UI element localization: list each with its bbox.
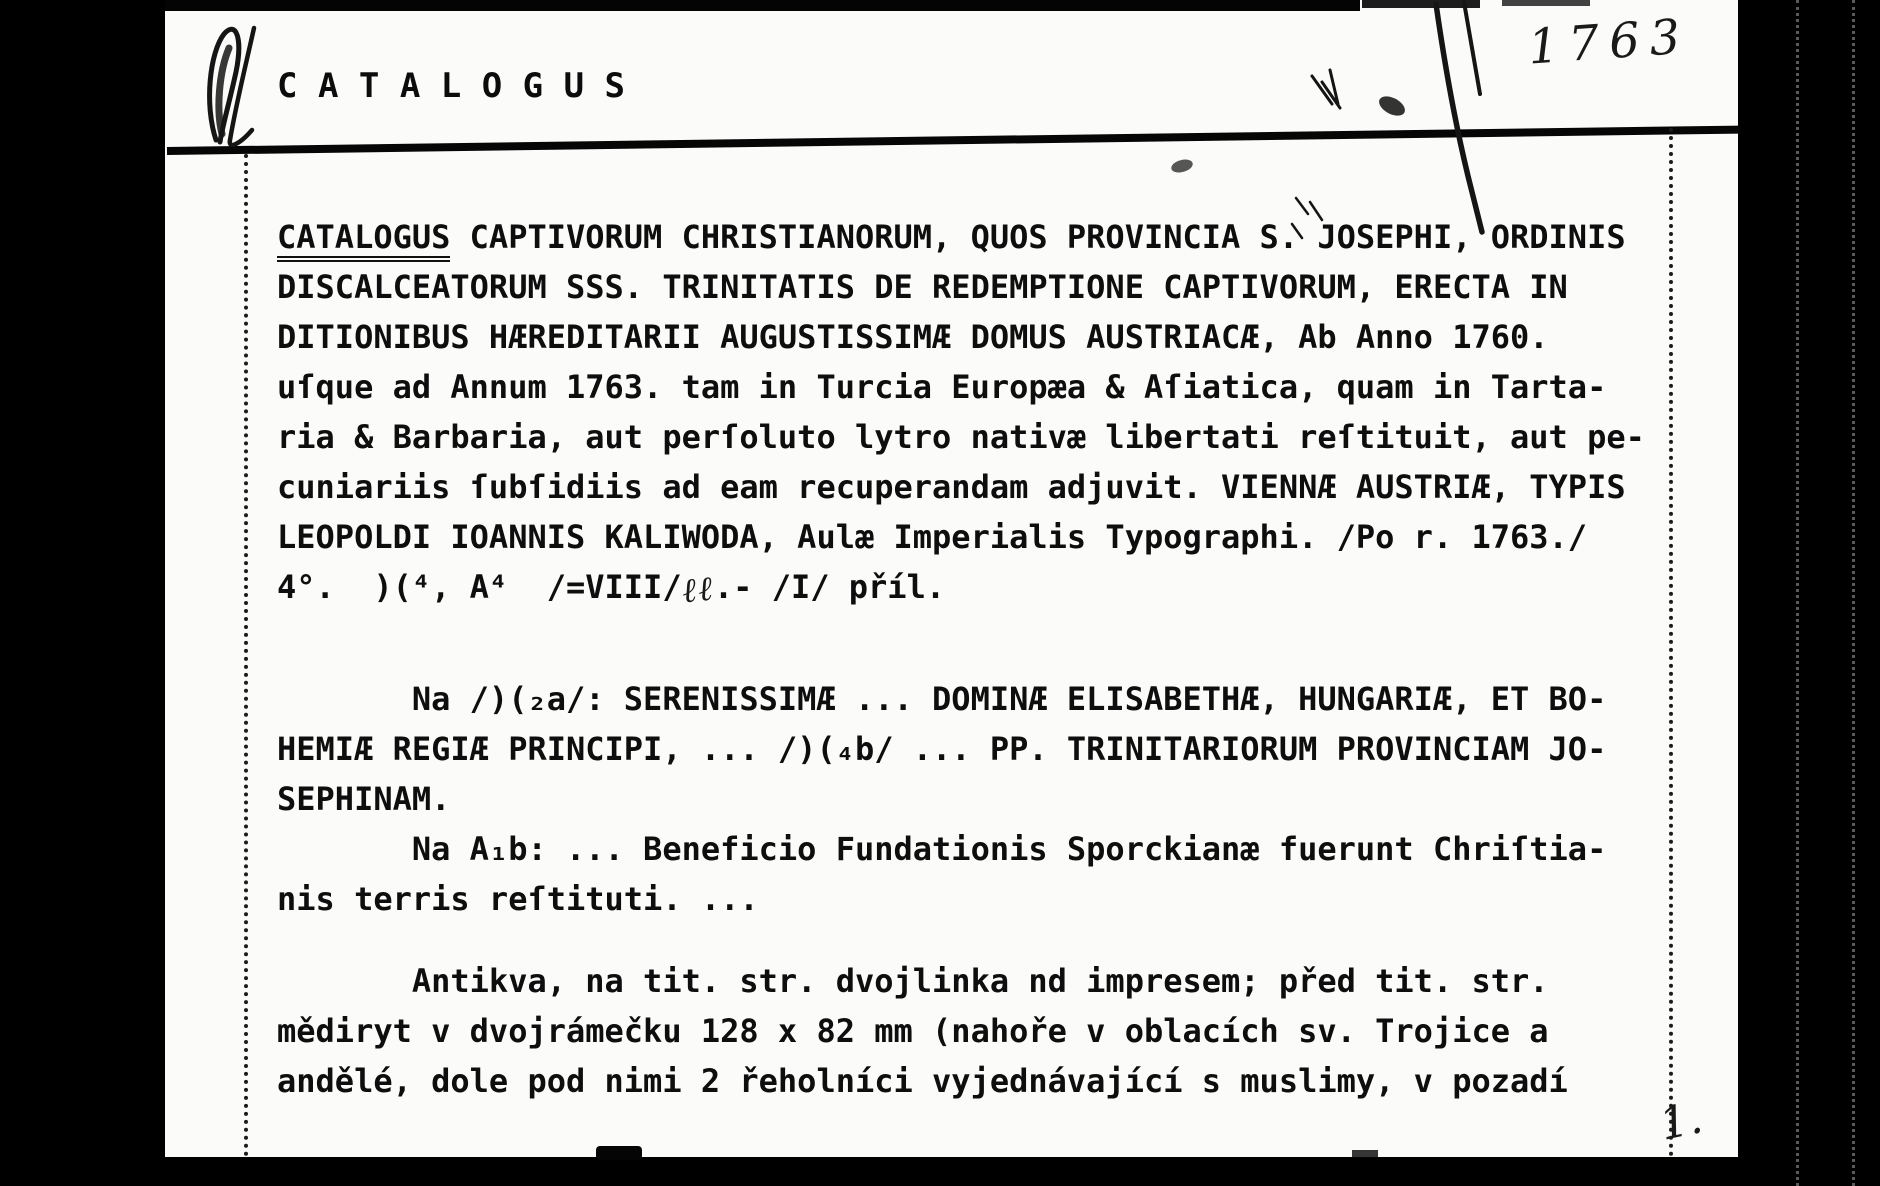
handwritten-year-annotation: 1763 — [1526, 8, 1692, 76]
text-line — [277, 212, 1677, 262]
text-line: mědiryt v dvojrámečku 128 x 82 mm (nahoře v oblacích sv. Trojice a — [277, 1012, 1549, 1050]
page-header-title: C A T A L O G U S — [277, 66, 625, 106]
text-line-rest: CAPTIVORUM CHRISTIANORUM, QUOS PROVINCIA S. JOSEPHI, ORDINIS — [450, 218, 1626, 256]
text-line: DISCALCEATORUM SSS. TRINITATIS DE REDEMPTIONE CAPTIVORUM, ERECTA IN — [277, 268, 1568, 306]
scan-bottom-blot-2 — [1352, 1150, 1378, 1158]
scan-noise-column-2 — [1852, 0, 1855, 1186]
text-line: SEPHINAM. — [277, 780, 451, 818]
dedication-note-paragraph — [277, 674, 1677, 824]
collation-line — [277, 562, 1677, 612]
text-line: DITIONIBUS HÆREDITARII AUGUSTISSIMÆ DOMUS AUSTRIACÆ, Ab Anno 1760. — [277, 318, 1549, 356]
underlined-catalog-word: CATALOGUS — [277, 218, 450, 262]
handwritten-leaves-mark: ℓℓ — [679, 568, 716, 612]
scan-edge-top-fragment — [1362, 0, 1480, 8]
text-line: andělé, dole pod nimi 2 řeholníci vyjednávající s muslimy, v pozadí — [277, 1062, 1568, 1100]
typography-note-paragraph — [277, 956, 1677, 1106]
bibliographic-description-paragraph — [277, 212, 1677, 612]
text-line: LEOPOLDI IOANNIS KALIWODA, Aulæ Imperialis Typographi. /Po r. 1763./ — [277, 518, 1588, 556]
text-line: HEMIÆ REGIÆ PRINCIPI, ... /)(₄b/ ... PP. TRINITARIORUM PROVINCIAM JO- — [277, 730, 1607, 768]
scan-noise-column — [1796, 0, 1799, 1186]
text-line: nis terris reſtituti. ... — [277, 880, 759, 918]
left-margin-dotted-line — [244, 154, 248, 1157]
collation-typed-pre: 4°. )(⁴, A⁴ /=VIII/ — [277, 568, 682, 606]
text-line: cuniariis ſubſidiis ad eam recuperandam adjuvit. VIENNÆ AUSTRIÆ, TYPIS — [277, 468, 1626, 506]
scan-bottom-blot — [596, 1146, 642, 1160]
handwritten-page-number: 1. — [1655, 1092, 1707, 1151]
collation-typed-post: .- /I/ příl. — [713, 568, 946, 606]
text-line: Na /)(₂a/: SERENISSIMÆ ... DOMINÆ ELISABETHÆ, HUNGARIÆ, ET BO- — [277, 680, 1607, 718]
foundation-note-paragraph — [277, 824, 1677, 924]
text-line: Na A₁b: ... Beneficio Fundationis Sporckianæ fuerunt Chriſtia- — [277, 830, 1607, 868]
text-line: Antikva, na tit. str. dvojlinka nd impresem; před tit. str. — [277, 962, 1549, 1000]
text-line: ria & Barbaria, aut perſoluto lytro nativæ libertati reſtituit, aut pe- — [277, 418, 1645, 456]
scan-edge-top-strip — [165, 0, 1360, 11]
catalog-entry-text — [277, 212, 1677, 1106]
text-line: uſque ad Annum 1763. tam in Turcia Europæa & Aſiatica, quam in Tarta- — [277, 368, 1607, 406]
scan-edge-top-fragment-2 — [1502, 0, 1590, 6]
